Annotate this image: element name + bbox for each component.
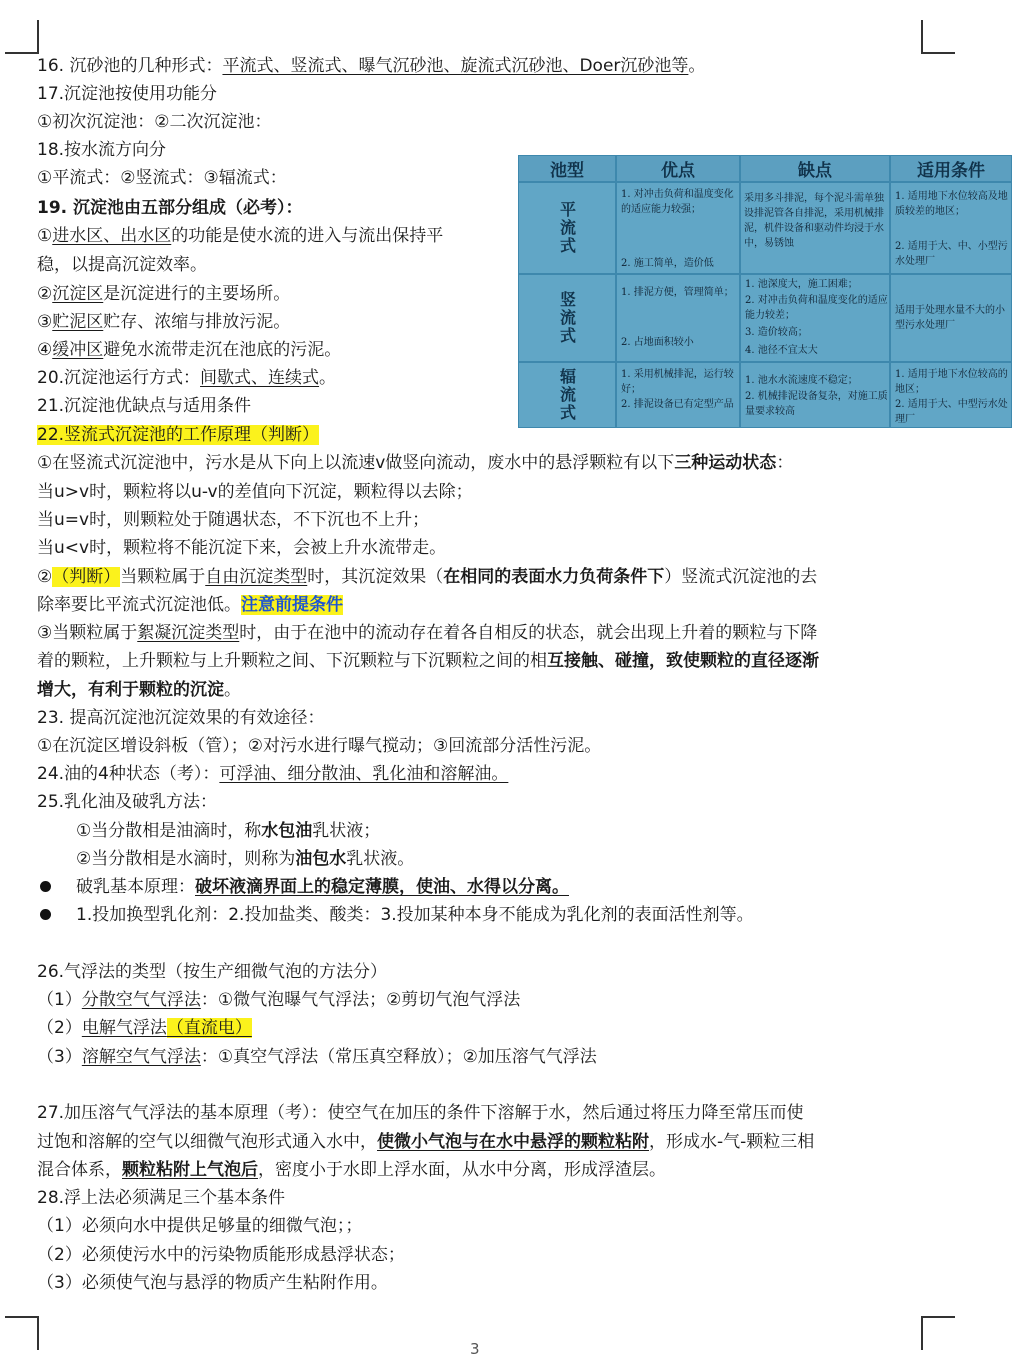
- table-cell: 1. 适用地下水位较高及地质较差的地区； 2. 适用于大、中、小型污水处理厂: [890, 182, 1012, 274]
- item-20: 20.沉淀池运行方式：间歇式、连续式。: [37, 368, 337, 388]
- page-number: 3: [470, 1340, 480, 1358]
- item-22-b: 当u>v时，颗粒将以u-v的差值向下沉淀，颗粒得以去除；: [37, 482, 473, 502]
- item-22-f-cont: 着的颗粒，上升颗粒与上升颗粒之间、下沉颗粒与下沉颗粒之间的相互接触、碰撞，致使颗粒的直径逐渐: [37, 651, 819, 671]
- item-19-b: ②沉淀区是沉淀进行的主要场所。: [37, 284, 291, 304]
- item-25-b: ②当分散相是水滴时，则称为油包水乳状液。: [76, 849, 415, 869]
- item-19-a-cont: 稳，以提高沉淀效率。: [37, 255, 207, 275]
- item-28: 28.浮上法必须满足三个基本条件: [37, 1188, 286, 1208]
- item-22-a: ①在竖流式沉淀池中，污水是从下向上以流速v做竖向流动，废水中的悬浮颗粒有以下三种运动状态：: [37, 453, 794, 473]
- item-22: 22.竖流式沉淀池的工作原理（判断）: [37, 425, 320, 445]
- item-22-f: ③当颗粒属于絮凝沉淀类型时，由于在池中的流动存在着各自相反的状态，就会出现上升着的颗粒与下降: [37, 623, 818, 643]
- item-19-a: ①进水区、出水区的功能是使水流的进入与流出保持平: [37, 226, 444, 246]
- item-22-e: ②（判断）当颗粒属于自由沉淀类型时，其沉淀效果（在相同的表面水力负荷条件下）竖流式沉淀池的去: [37, 567, 818, 587]
- item-22-d: 当u<v时，颗粒将不能沉淀下来，会被上升水流带走。: [37, 538, 447, 558]
- item-23: 23. 提高沉淀池沉淀效果的有效途径：: [37, 708, 325, 728]
- item-21: 21.沉淀池优缺点与适用条件: [37, 396, 252, 416]
- item-28-b: （2）必须使污水中的污染物质能形成悬浮状态；: [37, 1245, 405, 1265]
- item-18-detail: ①平流式：②竖流式：③辐流式：: [37, 168, 287, 188]
- item-28-a: （1）必须向水中提供足够量的细微气泡；；: [37, 1216, 363, 1236]
- item-19-c: ③贮泥区贮存、浓缩与排放污泥。: [37, 312, 291, 332]
- sedimentation-tank-comparison-table: [518, 155, 1012, 428]
- item-22-f-cont2: 增大，有利于颗粒的沉淀。: [37, 680, 241, 700]
- table-cell: 1. 池深度大，施工困难； 2. 对冲击负荷和温度变化的适应能力较差； 3. 造价较高； 4. 池径不宜太大: [740, 274, 890, 362]
- item-26-c: （3）溶解空气气浮法：①真空气浮法（常压真空释放）；②加压溶气气浮法: [37, 1047, 597, 1067]
- item-28-c: （3）必须使气泡与悬浮的物质产生粘附作用。: [37, 1273, 388, 1293]
- table-row-label: 辐流式: [518, 362, 616, 428]
- table-header: 适用条件: [890, 155, 1012, 182]
- item-18: 18.按水流方向分: [37, 140, 167, 160]
- item-24: 24.油的4种状态（考）：可浮油、细分散油、乳化油和溶解油。: [37, 764, 509, 784]
- item-27-b: 过饱和溶解的空气以细微气泡形式通入水中，使微小气泡与在水中悬浮的颗粒粘附，形成水-气-颗粒三相: [37, 1132, 815, 1152]
- item-16: 16. 沉砂池的几种形式：平流式、竖流式、曝气沉砂池、旋流式沉砂池、Doer沉砂池等。: [37, 56, 706, 76]
- table-cell: 适用于处理水量不大的小型污水处理厂: [890, 274, 1012, 362]
- table-header: 缺点: [740, 155, 890, 182]
- table-row-label: 竖流式: [518, 274, 616, 362]
- bullet-icon: [40, 881, 51, 892]
- item-19-d: ④缓冲区避免水流带走沉在池底的污泥。: [37, 340, 342, 360]
- table-cell: 1. 池水水流速度不稳定； 2. 机械排泥设备复杂，对施工质量要求较高: [740, 362, 890, 428]
- table-header: 优点: [616, 155, 740, 182]
- item-26-b: （2）电解气浮法（直流电）: [37, 1018, 252, 1038]
- table-cell: 1. 对冲击负荷和温度变化的适应能力较强； 2. 施工简单，造价低: [616, 182, 740, 274]
- item-26-a: （1）分散空气气浮法：①微气泡曝气气浮法；②剪切气泡气浮法: [37, 990, 521, 1010]
- crop-mark-top-left: [5, 20, 39, 54]
- item-26: 26.气浮法的类型（按生产细微气泡的方法分）: [37, 962, 388, 982]
- item-17: 17.沉淀池按使用功能分: [37, 84, 218, 104]
- item-19: 19. 沉淀池由五部分组成（必考）：: [37, 198, 303, 218]
- table-cell: 采用多斗排泥，每个泥斗需单独设排泥管各自排泥，采用机械排泥，机件设备和驱动件均浸于水中，易锈蚀: [740, 182, 890, 274]
- bullet-icon: [40, 909, 51, 920]
- item-25-c: 破乳基本原理：破坏液滴界面上的稳定薄膜，使油、水得以分离。: [76, 877, 569, 897]
- item-27-c: 混合体系，颗粒粘附上气泡后，密度小于水即上浮水面，从水中分离，形成浮渣层。: [37, 1160, 666, 1180]
- crop-mark-bottom-left: [5, 1316, 39, 1350]
- item-22-c: 当u=v时，则颗粒处于随遇状态，不下沉也不上升；: [37, 510, 430, 530]
- item-25-a: ①当分散相是油滴时，称水包油乳状液；: [76, 821, 381, 841]
- table-cell: 1. 采用机械排泥，运行较好； 2. 排泥设备已有定型产品: [616, 362, 740, 428]
- item-22-e-cont: 除率要比平流式沉淀池低。注意前提条件: [37, 595, 343, 615]
- item-25: 25.乳化油及破乳方法：: [37, 792, 218, 812]
- table-cell: 1. 适用于地下水位较高的地区； 2. 适用于大、中型污水处理厂: [890, 362, 1012, 428]
- item-27: 27.加压溶气气浮法的基本原理（考）：使空气在加压的条件下溶解于水，然后通过将压力降至常压而使: [37, 1103, 804, 1123]
- table-header: 池型: [518, 155, 616, 182]
- item-23-a: ①在沉淀区增设斜板（管）；②对污水进行曝气搅动；③回流部分活性污泥。: [37, 736, 602, 756]
- item-17-detail: ①初次沉淀池：②二次沉淀池：: [37, 112, 272, 132]
- crop-mark-top-right: [921, 20, 955, 54]
- table-cell: 1. 排泥方便，管理简单； 2. 占地面积较小: [616, 274, 740, 362]
- table-row-label: 平流式: [518, 182, 616, 274]
- crop-mark-bottom-right: [921, 1316, 955, 1350]
- item-25-d: 1.投加换型乳化剂：2.投加盐类、酸类：3.投加某种本身不能成为乳化剂的表面活性剂等。: [76, 905, 754, 925]
